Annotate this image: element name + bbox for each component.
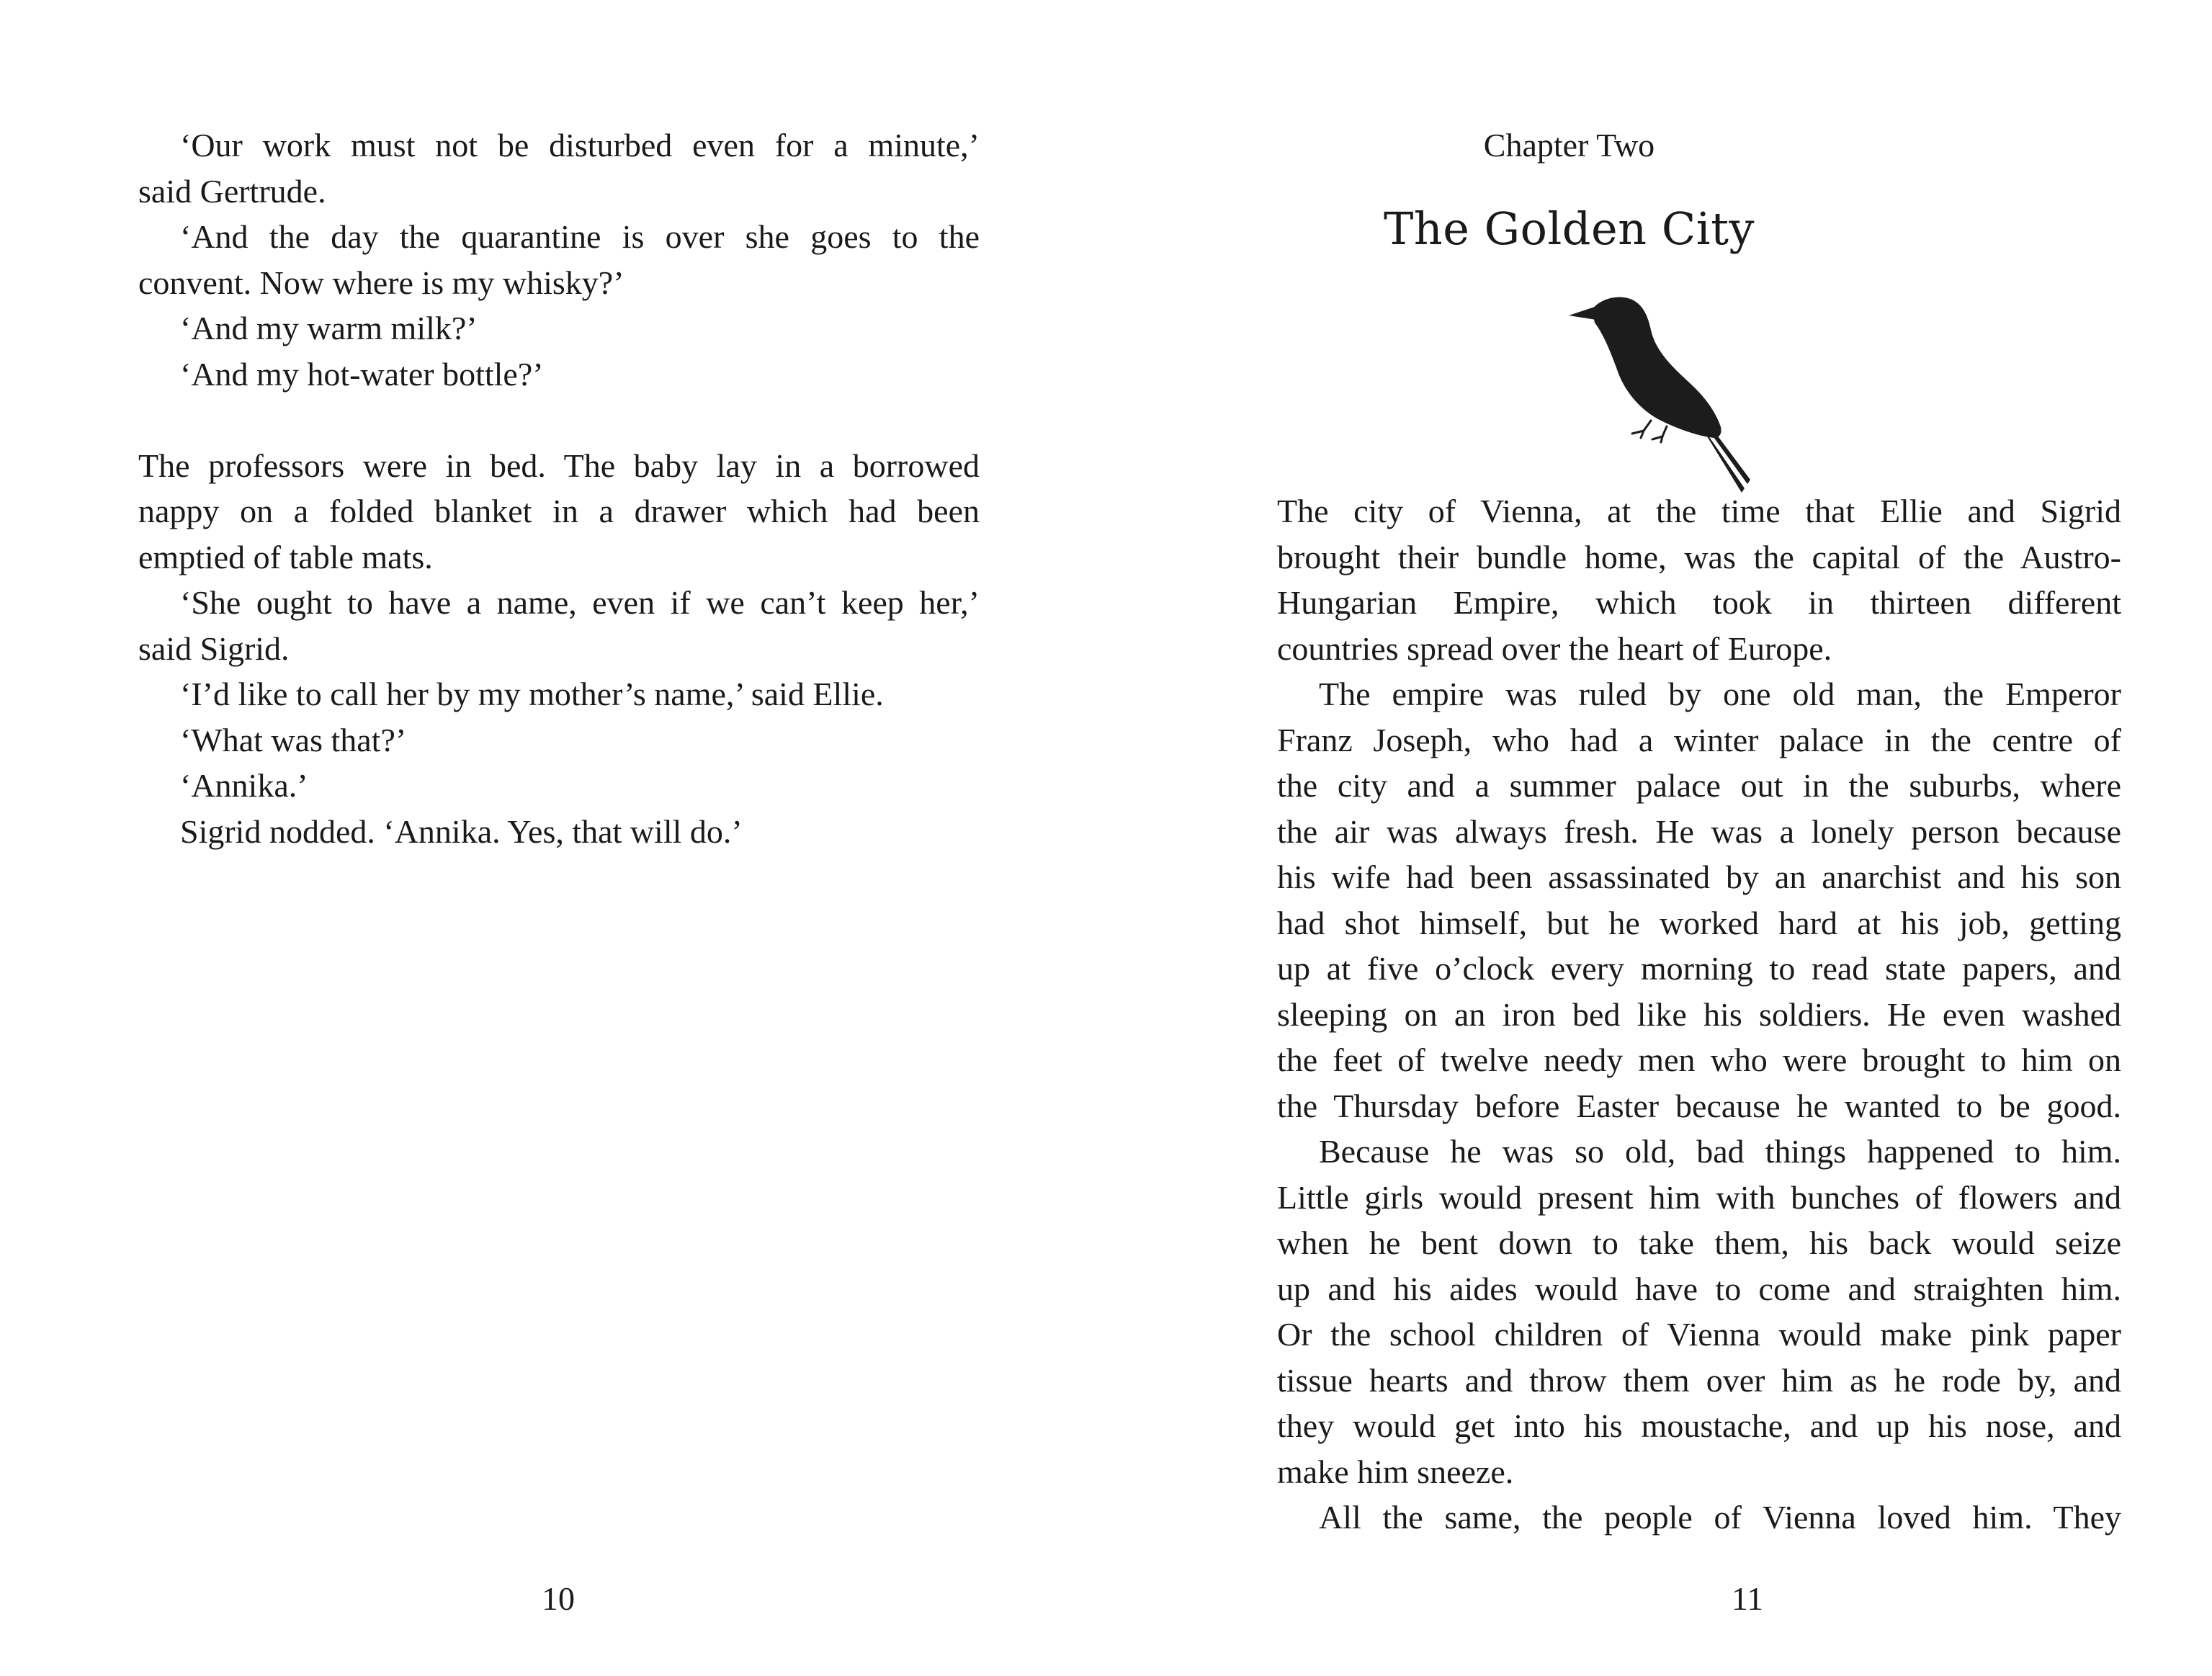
text-line: Franz Joseph, who had a winter palace in the centre of [1277,721,2121,758]
text-line: Little girls would present him with bunches of flowers and [1277,1178,2121,1216]
text-line: Hungarian Empire, which took in thirteen different [1277,584,2121,621]
text-line: when he bent down to take them, his back would seize [1277,1224,2121,1261]
chapter-title: The Golden City [1383,202,1755,255]
right-page [1106,0,2212,1676]
text-line: The city of Vienna, at the time that Ellie and Sigrid [1277,493,2121,529]
text-line: All the same, the people of Vienna loved him. They [1319,1499,2121,1536]
text-line: up at five o’clock every morning to read state papers, and [1277,950,2121,987]
text-line: ‘What was that?’ [180,721,407,758]
right-page-body-text [1277,488,2121,1541]
left-page-number: 10 [542,1580,575,1617]
text-line: make him sneeze. [1277,1453,1514,1490]
text-line: the feet of twelve needy men who were brought to him on [1277,1041,2121,1078]
text-line: brought their bundle home, was the capital of the Austro- [1277,538,2121,575]
text-line: ‘And my warm milk?’ [180,310,478,346]
left-page-body-text [138,122,980,854]
text-line: Or the school children of Vienna would make pink paper [1277,1316,2121,1353]
text-line: nappy on a folded blanket in a drawer which had been [138,493,980,529]
chapter-label: Chapter Two [1483,127,1655,163]
text-line: The empire was ruled by one old man, the Emperor [1319,676,2121,712]
text-line: up and his aides would have to come and straighten him. [1277,1270,2121,1307]
text-line: ‘And the day the quarantine is over she goes to the [180,218,980,255]
text-line: ‘And my hot-water bottle?’ [180,355,544,393]
text-line: emptied of table mats. [138,538,433,575]
text-line: The professors were in bed. The baby lay in a borrowed [138,447,980,484]
text-line: said Sigrid. [138,629,290,667]
text-line: sleeping on an iron bed like his soldiers. He even washed [1277,995,2121,1033]
text-line: countries spread over the heart of Europe. [1277,629,1832,667]
text-line [138,397,980,443]
text-line: the city and a summer palace out in the suburbs, where [1277,767,2121,804]
text-line: Because he was so old, bad things happened to him. [1319,1133,2121,1170]
text-line: ‘I’d like to call her by my mother’s name,’ said Ellie. [180,676,884,712]
text-line: convent. Now where is my whisky?’ [138,264,624,301]
text-line: had shot himself, but he worked hard at his job, getting [1277,904,2121,941]
text-line: Sigrid nodded. ‘Annika. Yes, that will do.’ [180,812,743,850]
text-line: ‘She ought to have a name, even if we can’t keep her,’ [180,584,980,621]
text-line: ‘Our work must not be disturbed even for a minute,’ [180,127,980,163]
text-line: tissue hearts and throw them over him as he rode by, and [1277,1361,2121,1399]
text-line: said Gertrude. [138,172,326,210]
text-line: ‘Annika.’ [180,767,308,804]
text-line: the air was always fresh. He was a lonely person because [1277,812,2121,850]
text-line: they would get into his moustache, and up his nose, and [1277,1407,2121,1444]
text-line: his wife had been assassinated by an anarchist and his son [1277,859,2121,895]
right-page-number: 11 [1731,1580,1764,1617]
blackbird-icon [1566,288,1753,497]
text-line: the Thursday before Easter because he wanted to be good. [1277,1087,2121,1124]
